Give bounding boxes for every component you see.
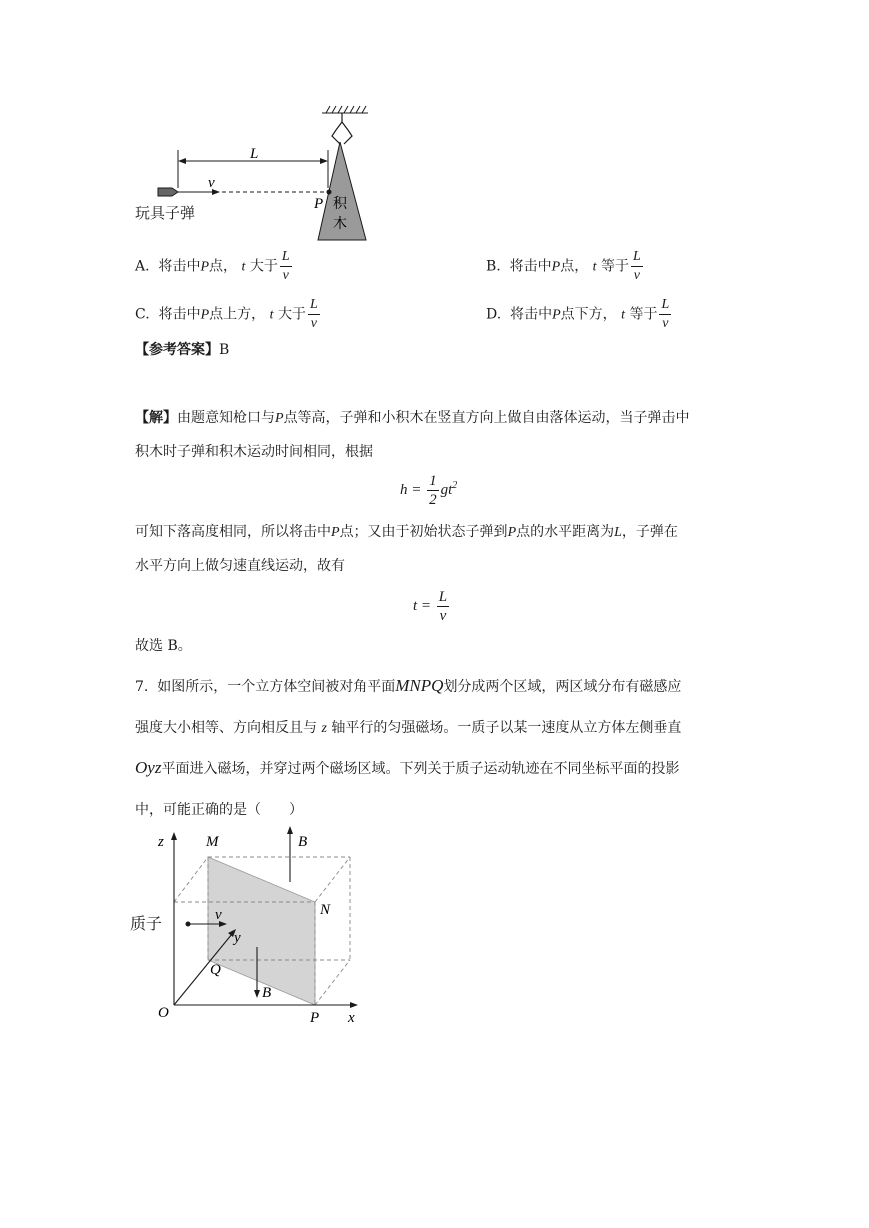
velocity-label: v: [208, 175, 215, 191]
point-q-label: Q: [210, 962, 221, 978]
solution-line-2: 积木时子弹和积木运动时间相同，根据: [135, 444, 373, 460]
point-p-label-2: P: [310, 1010, 320, 1026]
axis-x-label: x: [348, 1010, 355, 1026]
equation-1: h = $\frac{1}{2}$ $gt^2$: [400, 473, 458, 508]
equation-2: t = $\frac{L}{v}$: [413, 589, 448, 624]
diagonal-plane-mnpq: [208, 857, 315, 1005]
figure-cube-magnetic: [130, 822, 370, 1027]
block-label-2: 木: [333, 216, 347, 232]
field-b-up-label: B: [298, 834, 308, 850]
bullet-label: 玩具子弹: [135, 204, 196, 222]
option-d[interactable]: D. 将击中P点下方， t 等于 $\frac{L}{v}$: [486, 297, 670, 331]
clamp: [332, 113, 352, 144]
solution-line-3: 可知下落高度相同，所以将击中P点；又由于初始状态子弹到P点的水平距离为L，子弹在: [135, 524, 678, 540]
question-7-line-1: 7. 如图所示，一个立方体空间被对角平面MNPQ划分成两个区域，两区域分布有磁感应: [135, 676, 682, 695]
question-7-line-2: 强度大小相等、方向相反且与 z 轴平行的匀强磁场。一质子以某一速度从立方体左侧垂直: [135, 720, 682, 736]
point-n-label: N: [320, 902, 331, 918]
length-label: L: [250, 146, 259, 162]
solution-line-4: 水平方向上做匀速直线运动，故有: [135, 558, 345, 574]
point-p-label: P: [314, 196, 324, 212]
question-7-line-3: Oyz平面进入磁场，并穿过两个磁场区域。下列关于质子运动轨迹在不同坐标平面的投影: [135, 758, 680, 777]
ceiling-hatch: [322, 106, 368, 113]
axis-y-label: y: [234, 930, 241, 946]
proton-label: 质子: [130, 914, 163, 933]
block-label-1: 积: [333, 196, 347, 212]
solution-line-5: 故选 B。: [135, 638, 192, 654]
option-b[interactable]: B. 将击中P点， t 等于 $\frac{L}{v}$: [486, 249, 641, 283]
origin-o-label: O: [158, 1005, 169, 1021]
answer-line: 【参考答案】B: [135, 342, 230, 358]
question-7-line-4: 中，可能正确的是（ ）: [135, 802, 303, 818]
option-a[interactable]: A. 将击中P点， t 大于 $\frac{L}{v}$: [135, 249, 290, 283]
solution-line-1: 【解】由题意知枪口与P点等高，子弹和小积木在竖直方向上做自由落体运动，当子弹击中: [135, 410, 690, 426]
velocity-v-label: v: [215, 907, 222, 923]
point-m-label: M: [206, 834, 219, 850]
option-c[interactable]: C. 将击中P点上方， t 大于 $\frac{L}{v}$: [135, 297, 318, 331]
field-b-down-label: B: [262, 985, 272, 1001]
axis-z-label: z: [158, 834, 164, 850]
bullet-icon: [158, 188, 178, 196]
figure-bullet-block: [150, 100, 380, 245]
